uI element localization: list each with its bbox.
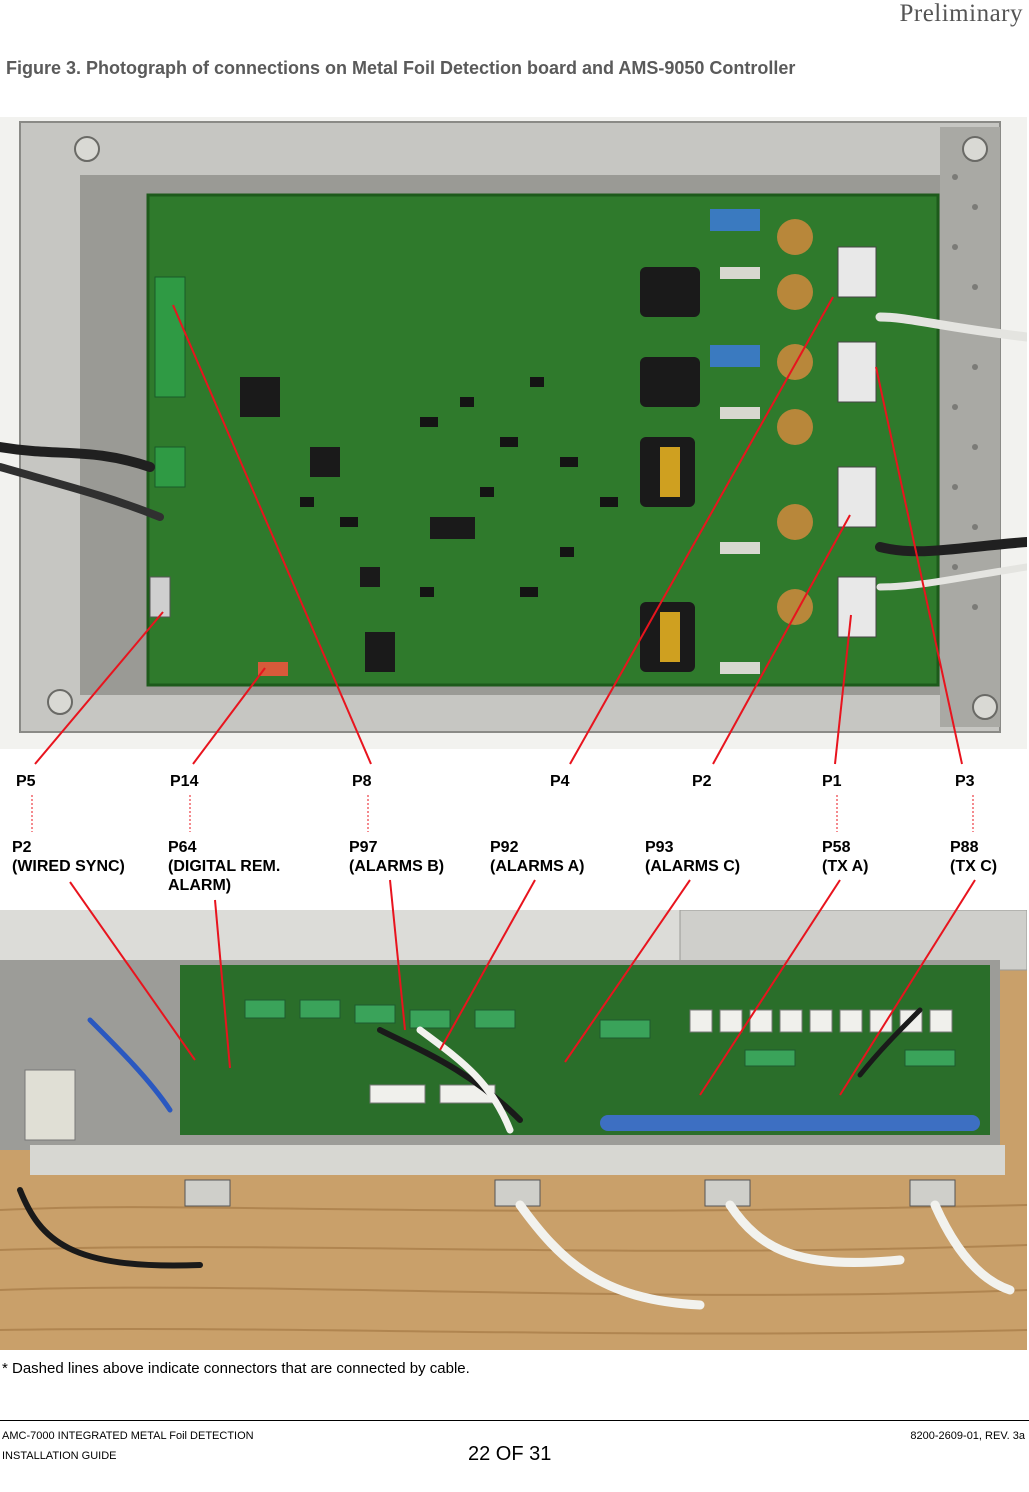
bottom-label-p97: P97 (ALARMS B) [349,839,445,875]
top-label-p4: P4 [550,773,570,790]
bottom-label-p88: P88 (TX C) [950,839,998,875]
footer-doc-number: 8200-2609-01, REV. 3a [910,1430,1025,1442]
figure-title: Figure 3. Photograph of connections on Metal Foil Detection board and AMS-9050 Controller [6,58,796,78]
footer-rule [0,1420,1029,1421]
footer-doc-subtitle: INSTALLATION GUIDE [2,1450,117,1462]
top-label-p3: P3 [955,773,975,790]
top-label-p1: P1 [822,773,842,790]
preliminary-watermark: Preliminary [899,0,1023,27]
controller-photo [0,910,1027,1350]
top-label-p14: P14 [170,773,199,790]
page-number: 22 OF 31 [468,1443,552,1465]
top-label-p2: P2 [692,773,712,790]
top-label-p8: P8 [352,773,372,790]
footer-doc-title: AMC-7000 INTEGRATED METAL Foil DETECTION [2,1430,254,1442]
bottom-label-p64: P64 (DIGITAL REM. ALARM) [168,839,281,894]
bottom-label-p58: P58 (TX A) [822,839,869,875]
bottom-label-p93: P93 (ALARMS C) [645,839,741,875]
top-label-p5: P5 [16,773,36,790]
bottom-label-p2: P2 (WIRED SYNC) [12,839,125,875]
footnote: * Dashed lines above indicate connectors that are connected by cable. [2,1360,470,1377]
board-photo [0,117,1027,749]
bottom-label-p92: P92 (ALARMS A) [490,839,585,875]
